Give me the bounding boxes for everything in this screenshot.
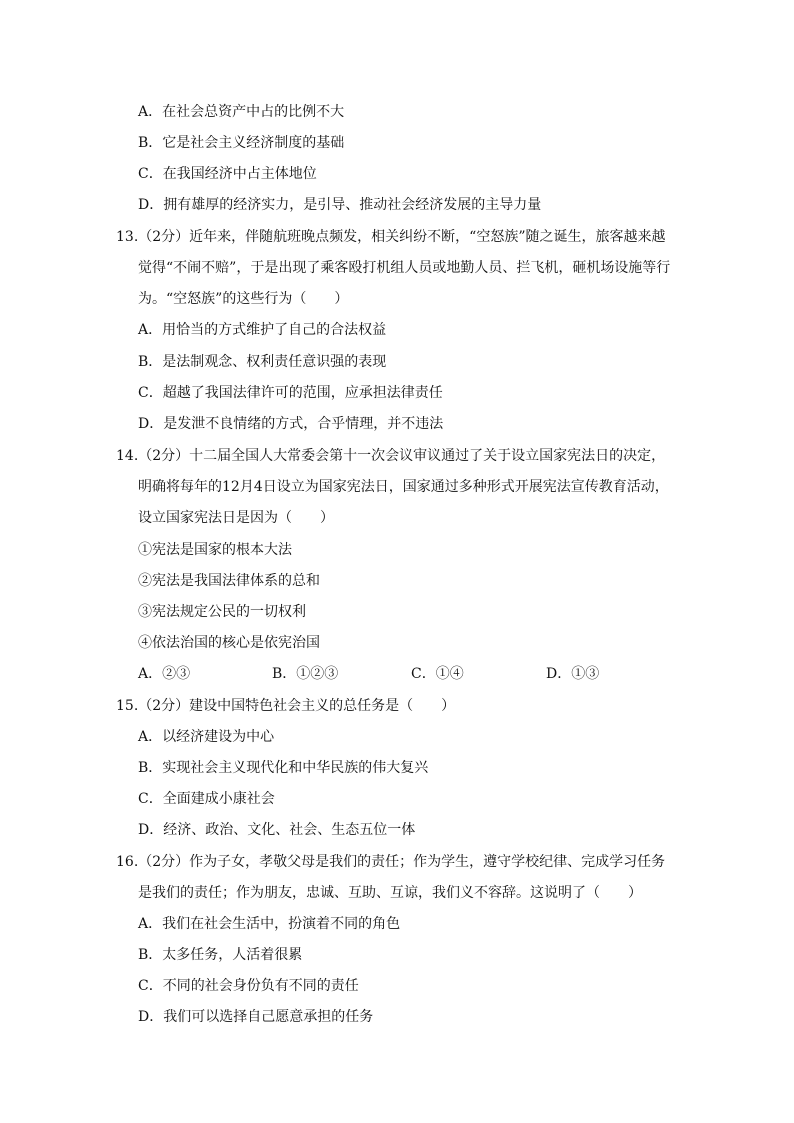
q15-option-a: A．以经济建设为中心 <box>138 729 275 745</box>
q12-option-b: B．它是社会主义经济制度的基础 <box>138 135 345 151</box>
q12-option-c: C．在我国经济中占主体地位 <box>138 166 317 182</box>
q14-statement-1: ①宪法是国家的根本大法 <box>138 542 292 558</box>
q15-option-d: D．经济、政治、文化、社会、生态五位一体 <box>138 822 416 838</box>
q14-statement-2: ②宪法是我国法律体系的总和 <box>138 573 320 589</box>
q15-option-b: B．实现社会主义现代化和中华民族的伟大复兴 <box>138 760 429 776</box>
q13-stem-line-1: 13.（2分）近年来，伴随航班晚点频发，相关纠纷不断，“空怒族”随之诞生，旅客越来越 <box>116 229 666 245</box>
q14-option-b: B．①②③ <box>272 666 339 682</box>
q14-stem-line-2: 明确将每年的12月4日设立为国家宪法日，国家通过多种形式开展宪法宣传教育活动， <box>138 479 669 495</box>
q13-option-c: C．超越了我国法律许可的范围，应承担法律责任 <box>138 385 443 401</box>
q16-option-c: C．不同的社会身份负有不同的责任 <box>138 978 359 994</box>
q14-statement-3: ③宪法规定公民的一切权利 <box>138 604 306 620</box>
q13-option-a: A．用恰当的方式维护了自己的合法权益 <box>138 322 387 338</box>
q16-stem-line-1: 16.（2分）作为子女，孝敬父母是我们的责任；作为学生，遵守学校纪律、完成学习任务 <box>116 854 666 870</box>
q13-stem-line-2: 觉得“不闹不赔”，于是出现了乘客殴打机组人员或地勤人员、拦飞机，砸机场设施等行 <box>138 260 671 276</box>
q15-option-c: C．全面建成小康社会 <box>138 791 275 807</box>
q16-option-d: D．我们可以选择自己愿意承担的任务 <box>138 1009 374 1025</box>
q14-option-a: A．②③ <box>138 666 191 682</box>
q12-option-d: D．拥有雄厚的经济实力，是引导、推动社会经济发展的主导力量 <box>138 197 542 213</box>
q14-option-c: C．①④ <box>411 666 464 682</box>
q16-option-b: B．太多任务，人活着很累 <box>138 947 303 963</box>
q14-statement-4: ④依法治国的核心是依宪治国 <box>138 635 320 651</box>
q12-option-a: A．在社会总资产中占的比例不大 <box>138 104 345 120</box>
q14-stem-line-1: 14.（2分）十二届全国人大常委会第十一次会议审议通过了关于设立国家宪法日的决定， <box>116 448 666 464</box>
q14-option-d: D．①③ <box>546 666 600 682</box>
q14-stem-line-3: 设立国家宪法日是因为（ ） <box>138 510 334 526</box>
q16-option-a: A．我们在社会生活中，扮演着不同的角色 <box>138 916 401 932</box>
q13-option-b: B．是法制观念、权利责任意识强的表现 <box>138 354 387 370</box>
q16-stem-line-2: 是我们的责任；作为朋友，忠诚、互助、互谅，我们义不容辞。这说明了（ ） <box>138 885 642 901</box>
q13-option-d: D．是发泄不良情绪的方式，合乎情理，并不违法 <box>138 416 444 432</box>
q15-stem: 15.（2分）建设中国特色社会主义的总任务是（ ） <box>116 698 456 714</box>
q13-stem-line-3: 为。“空怒族”的这些行为（ ） <box>138 291 349 307</box>
